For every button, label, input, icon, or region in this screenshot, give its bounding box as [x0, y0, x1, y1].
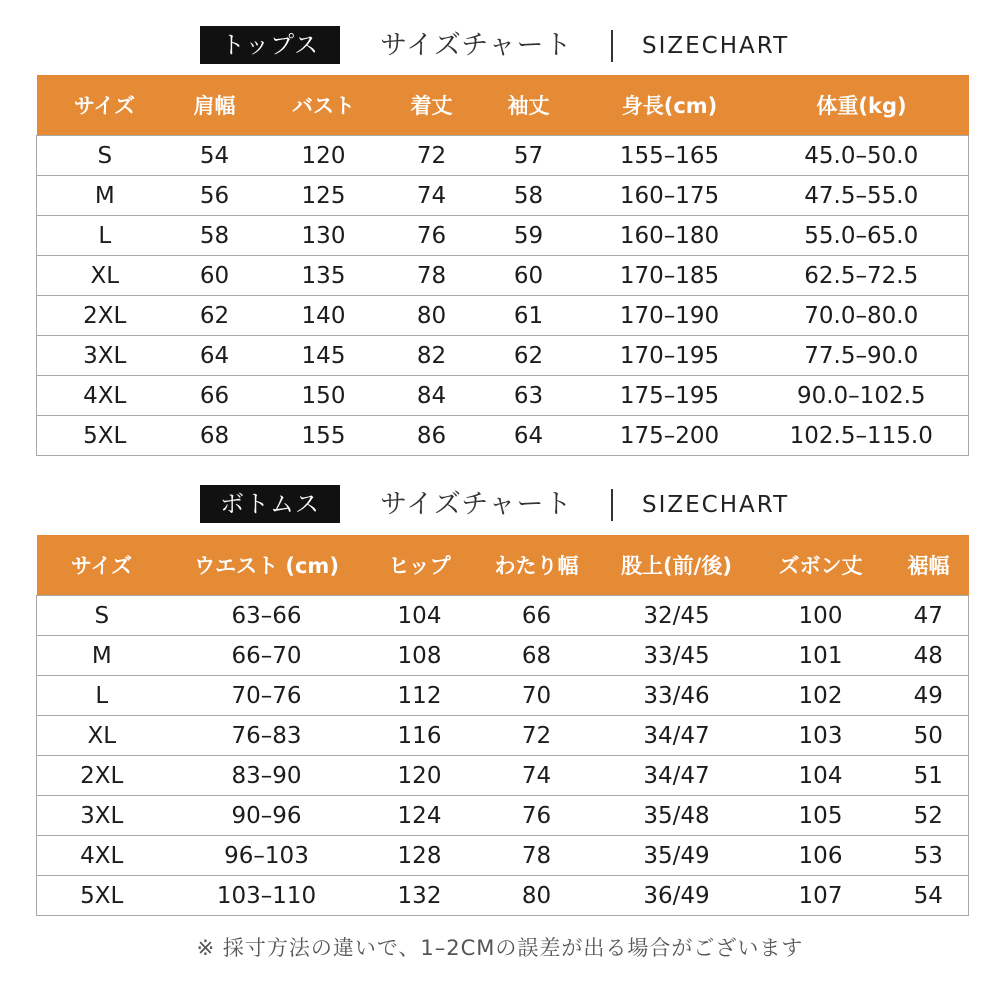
table-cell: 160–175 [585, 176, 755, 216]
table-cell: 140 [257, 296, 391, 336]
table-cell: 33/46 [601, 676, 753, 716]
heading-divider [611, 30, 613, 62]
size-label-cell: 4XL [37, 376, 173, 416]
size-label-cell: S [37, 136, 173, 176]
table-cell: 76–83 [167, 716, 367, 756]
table-cell: 57 [473, 136, 585, 176]
table-cell: 48 [889, 636, 969, 676]
table-cell: 108 [367, 636, 473, 676]
table-cell: 104 [753, 756, 889, 796]
bottoms-header-cell: ヒップ [367, 535, 473, 596]
table-cell: 170–195 [585, 336, 755, 376]
table-cell: 125 [257, 176, 391, 216]
table-row [37, 136, 969, 176]
bottoms-header-cell: わたり幅 [473, 535, 601, 596]
bottoms-english-title: SIZECHART [642, 492, 790, 518]
table-cell: 63–66 [167, 596, 367, 636]
table-cell: 60 [473, 256, 585, 296]
table-cell: 170–185 [585, 256, 755, 296]
table-cell: 62 [473, 336, 585, 376]
table-cell: 80 [473, 876, 601, 916]
tops-heading [0, 26, 1000, 66]
table-row [37, 796, 969, 836]
table-cell: 103 [753, 716, 889, 756]
table-cell: 90–96 [167, 796, 367, 836]
table-cell: 80 [391, 296, 473, 336]
size-label-cell: M [37, 636, 167, 676]
table-cell: 135 [257, 256, 391, 296]
table-row [37, 756, 969, 796]
size-label-cell: 3XL [37, 796, 167, 836]
table-cell: 35/49 [601, 836, 753, 876]
table-cell: 175–195 [585, 376, 755, 416]
table-cell: 47 [889, 596, 969, 636]
tops-english-title: SIZECHART [642, 33, 790, 59]
table-cell: 62 [173, 296, 257, 336]
table-row [37, 416, 969, 456]
table-cell: 34/47 [601, 756, 753, 796]
bottoms-header-cell: ウエスト (cm) [167, 535, 367, 596]
table-cell: 66 [473, 596, 601, 636]
table-cell: 74 [473, 756, 601, 796]
table-cell: 51 [889, 756, 969, 796]
table-cell: 155–165 [585, 136, 755, 176]
table-cell: 77.5–90.0 [755, 336, 969, 376]
table-cell: 82 [391, 336, 473, 376]
table-cell: 96–103 [167, 836, 367, 876]
size-label-cell: 2XL [37, 296, 173, 336]
table-cell: 72 [391, 136, 473, 176]
bottoms-subtitle: サイズチャート [380, 489, 573, 520]
table-cell: 55.0–65.0 [755, 216, 969, 256]
size-label-cell: XL [37, 256, 173, 296]
table-row [37, 376, 969, 416]
table-cell: 54 [173, 136, 257, 176]
table-cell: 160–180 [585, 216, 755, 256]
table-cell: 150 [257, 376, 391, 416]
bottoms-header-cell: 股上(前/後) [601, 535, 753, 596]
bottoms-header-cell: 裾幅 [889, 535, 969, 596]
table-cell: 76 [473, 796, 601, 836]
table-row [37, 216, 969, 256]
size-label-cell: L [37, 216, 173, 256]
table-cell: 76 [391, 216, 473, 256]
table-cell: 59 [473, 216, 585, 256]
tops-badge: トップス [200, 26, 340, 64]
size-label-cell: S [37, 596, 167, 636]
tops-header-cell: バスト [257, 75, 391, 136]
tops-header-cell: 身長(cm) [585, 75, 755, 136]
table-row [37, 676, 969, 716]
table-cell: 145 [257, 336, 391, 376]
table-cell: 175–200 [585, 416, 755, 456]
table-cell: 58 [173, 216, 257, 256]
table-cell: 74 [391, 176, 473, 216]
table-row [37, 876, 969, 916]
table-cell: 49 [889, 676, 969, 716]
size-label-cell: XL [37, 716, 167, 756]
table-cell: 132 [367, 876, 473, 916]
table-cell: 61 [473, 296, 585, 336]
tops-header-row [37, 75, 969, 136]
table-cell: 90.0–102.5 [755, 376, 969, 416]
tops-header-cell: サイズ [37, 75, 173, 136]
table-cell: 58 [473, 176, 585, 216]
table-cell: 105 [753, 796, 889, 836]
table-cell: 102.5–115.0 [755, 416, 969, 456]
table-cell: 54 [889, 876, 969, 916]
table-cell: 155 [257, 416, 391, 456]
table-cell: 66–70 [167, 636, 367, 676]
table-cell: 34/47 [601, 716, 753, 756]
bottoms-header-cell: サイズ [37, 535, 167, 596]
table-cell: 106 [753, 836, 889, 876]
table-cell: 36/49 [601, 876, 753, 916]
table-cell: 62.5–72.5 [755, 256, 969, 296]
size-label-cell: M [37, 176, 173, 216]
table-cell: 124 [367, 796, 473, 836]
table-cell: 60 [173, 256, 257, 296]
heading-divider [611, 489, 613, 521]
bottoms-size-table [36, 535, 969, 916]
table-cell: 103–110 [167, 876, 367, 916]
table-cell: 70–76 [167, 676, 367, 716]
table-row [37, 716, 969, 756]
size-label-cell: 5XL [37, 416, 173, 456]
size-label-cell: 3XL [37, 336, 173, 376]
table-cell: 70 [473, 676, 601, 716]
bottoms-badge: ボトムス [200, 485, 340, 523]
bottoms-header-row [37, 535, 969, 596]
table-row [37, 336, 969, 376]
tops-header-cell: 肩幅 [173, 75, 257, 136]
table-cell: 66 [173, 376, 257, 416]
table-cell: 83–90 [167, 756, 367, 796]
table-row [37, 636, 969, 676]
table-cell: 68 [173, 416, 257, 456]
table-cell: 78 [391, 256, 473, 296]
table-cell: 32/45 [601, 596, 753, 636]
table-cell: 35/48 [601, 796, 753, 836]
size-label-cell: L [37, 676, 167, 716]
table-cell: 112 [367, 676, 473, 716]
table-row [37, 176, 969, 216]
table-cell: 68 [473, 636, 601, 676]
table-cell: 45.0–50.0 [755, 136, 969, 176]
bottoms-heading [0, 485, 1000, 525]
table-cell: 64 [473, 416, 585, 456]
table-cell: 120 [367, 756, 473, 796]
table-cell: 70.0–80.0 [755, 296, 969, 336]
table-cell: 52 [889, 796, 969, 836]
table-cell: 63 [473, 376, 585, 416]
table-cell: 102 [753, 676, 889, 716]
table-cell: 120 [257, 136, 391, 176]
table-cell: 56 [173, 176, 257, 216]
table-row [37, 296, 969, 336]
table-row [37, 256, 969, 296]
table-cell: 107 [753, 876, 889, 916]
table-row [37, 836, 969, 876]
tops-size-table [36, 75, 969, 456]
table-cell: 116 [367, 716, 473, 756]
tops-header-cell: 袖丈 [473, 75, 585, 136]
table-cell: 128 [367, 836, 473, 876]
tops-subtitle: サイズチャート [380, 30, 573, 61]
table-cell: 101 [753, 636, 889, 676]
size-label-cell: 5XL [37, 876, 167, 916]
size-label-cell: 2XL [37, 756, 167, 796]
table-cell: 170–190 [585, 296, 755, 336]
size-label-cell: 4XL [37, 836, 167, 876]
table-cell: 50 [889, 716, 969, 756]
table-row [37, 596, 969, 636]
table-cell: 64 [173, 336, 257, 376]
measurement-note: ※ 採寸方法の違いで、1–2CMの誤差が出る場合がございます [196, 936, 804, 960]
tops-header-cell: 着丈 [391, 75, 473, 136]
table-cell: 100 [753, 596, 889, 636]
table-cell: 104 [367, 596, 473, 636]
table-cell: 72 [473, 716, 601, 756]
tops-header-cell: 体重(kg) [755, 75, 969, 136]
table-cell: 53 [889, 836, 969, 876]
table-cell: 78 [473, 836, 601, 876]
table-cell: 130 [257, 216, 391, 256]
bottoms-header-cell: ズボン丈 [753, 535, 889, 596]
table-cell: 47.5–55.0 [755, 176, 969, 216]
table-cell: 86 [391, 416, 473, 456]
table-cell: 84 [391, 376, 473, 416]
table-cell: 33/45 [601, 636, 753, 676]
